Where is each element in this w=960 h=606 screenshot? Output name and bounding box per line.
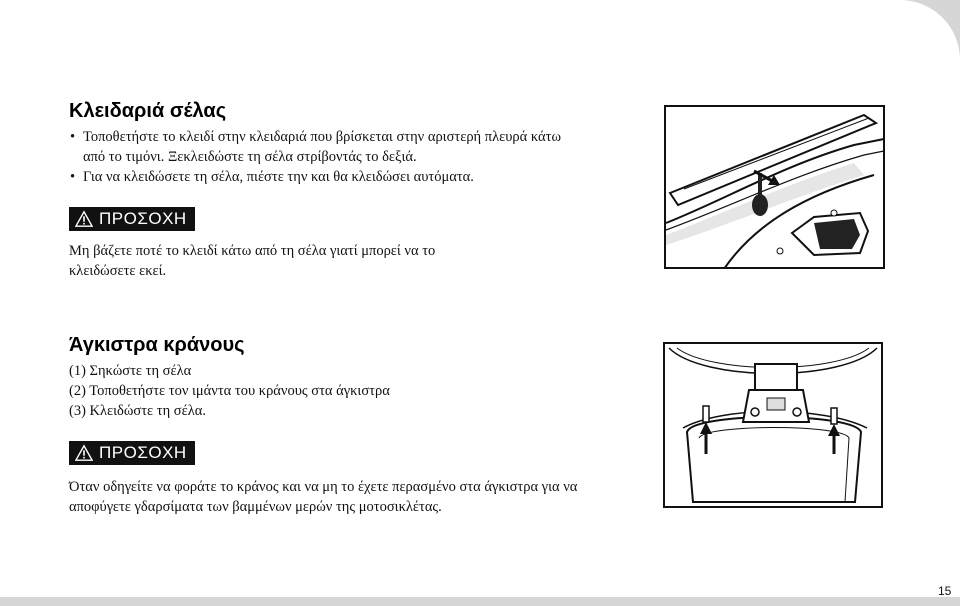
seat-lock-warning-text: Μη βάζετε ποτέ το κλειδί κάτω από τη σέλα γιατί μπορεί να το κλειδώσετε εκεί. [69, 243, 436, 279]
helmet-hooks-warning-text: Όταν οδηγείτε να φοράτε το κράνος και να μη το έχετε περασμένο στα άγκιστρα για να αποφύγετε γδαρσίματα των βαμμένων μερών της μοτοσικλέτας. [69, 479, 578, 515]
helmet-hooks-steps [69, 361, 390, 421]
warning-badge [69, 207, 195, 231]
list-item: (3) Κλειδώστε τη σέλα. [69, 403, 206, 419]
warning-triangle-icon [75, 210, 93, 228]
list-item: • Τοποθετήστε το κλειδί στην κλειδαριά που βρίσκεται στην αριστερή πλευρά κάτω από το τιμόνι. Ξεκλειδώστε τη σέλα στρίβοντάς το δεξιά. [69, 127, 583, 167]
warning-triangle-icon [75, 444, 93, 462]
warning-label: ΠΡΟΣΟΧΗ [99, 209, 187, 228]
warning-label: ΠΡΟΣΟΧΗ [99, 443, 187, 462]
list-item: (2) Τοποθετήστε τον ιμάντα του κράνους στα άγκιστρα [69, 383, 390, 399]
list-item: (1) Σηκώστε τη σέλα [69, 363, 192, 379]
seat-lock-figure [664, 105, 885, 269]
helmet-hooks-figure [663, 342, 883, 508]
seat-lock-instructions [69, 127, 609, 187]
list-item: • Για να κλειδώσετε τη σέλα, πιέστε την και θα κλειδώσει αυτόματα. [69, 167, 609, 187]
page-number: 15 [938, 584, 952, 598]
helmet-hooks-title: Άγκιστρα κράνους [69, 334, 245, 356]
warning-badge [69, 441, 195, 465]
seat-lock-title: Κλειδαριά σέλας [69, 100, 227, 122]
